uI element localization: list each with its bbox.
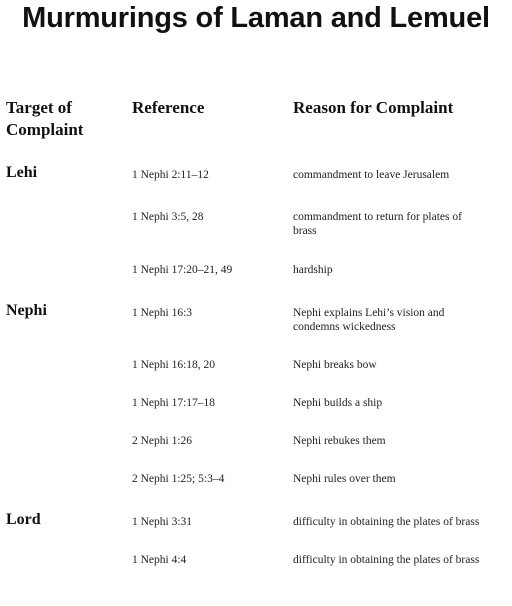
table-row (0, 396, 512, 426)
table-row (0, 515, 512, 545)
reference-cell: 1 Nephi 4:4 (132, 554, 187, 566)
reference-cell: 1 Nephi 16:18, 20 (132, 359, 216, 371)
reason-cell: commandment to return for plates of brass (293, 211, 462, 237)
group-label-nephi: Nephi (6, 302, 47, 319)
group-label-lord: Lord (6, 511, 41, 528)
column-header-target: Target of Complaint (6, 98, 84, 139)
table-row (0, 263, 512, 293)
column-header-reference: Reference (132, 98, 205, 117)
reference-cell: 1 Nephi 3:5, 28 (132, 211, 204, 223)
table-row (0, 434, 512, 464)
table-row (0, 210, 512, 240)
reason-cell: Nephi rules over them (293, 473, 396, 485)
reference-cell: 1 Nephi 17:17–18 (132, 397, 216, 409)
reason-cell: Nephi explains Lehi’s vision and condemns wickedness (293, 307, 445, 333)
reason-cell: hardship (293, 264, 333, 276)
table-row (0, 472, 512, 502)
reference-cell: 1 Nephi 3:31 (132, 516, 193, 528)
table-row (0, 168, 512, 198)
table-row (0, 553, 512, 583)
reason-cell: difficulty in obtaining the plates of brass (293, 516, 480, 528)
reference-cell: 1 Nephi 2:11–12 (132, 169, 209, 181)
reference-cell: 2 Nephi 1:25; 5:3–4 (132, 473, 225, 485)
reference-cell: 2 Nephi 1:26 (132, 435, 193, 447)
table-row (0, 306, 512, 336)
reason-cell: Nephi breaks bow (293, 359, 377, 371)
reason-cell: difficulty in obtaining the plates of brass (293, 554, 480, 566)
reference-cell: 1 Nephi 17:20–21, 49 (132, 264, 233, 276)
reason-cell: Nephi rebukes them (293, 435, 386, 447)
group-label-lehi: Lehi (6, 164, 38, 181)
reference-cell: 1 Nephi 16:3 (132, 307, 193, 319)
column-header-reason: Reason for Complaint (293, 98, 454, 117)
reason-cell: Nephi builds a ship (293, 397, 383, 409)
table-row (0, 358, 512, 388)
page-title: Murmurings of Laman and Lemuel (22, 2, 490, 34)
reason-cell: commandment to leave Jerusalem (293, 169, 450, 181)
